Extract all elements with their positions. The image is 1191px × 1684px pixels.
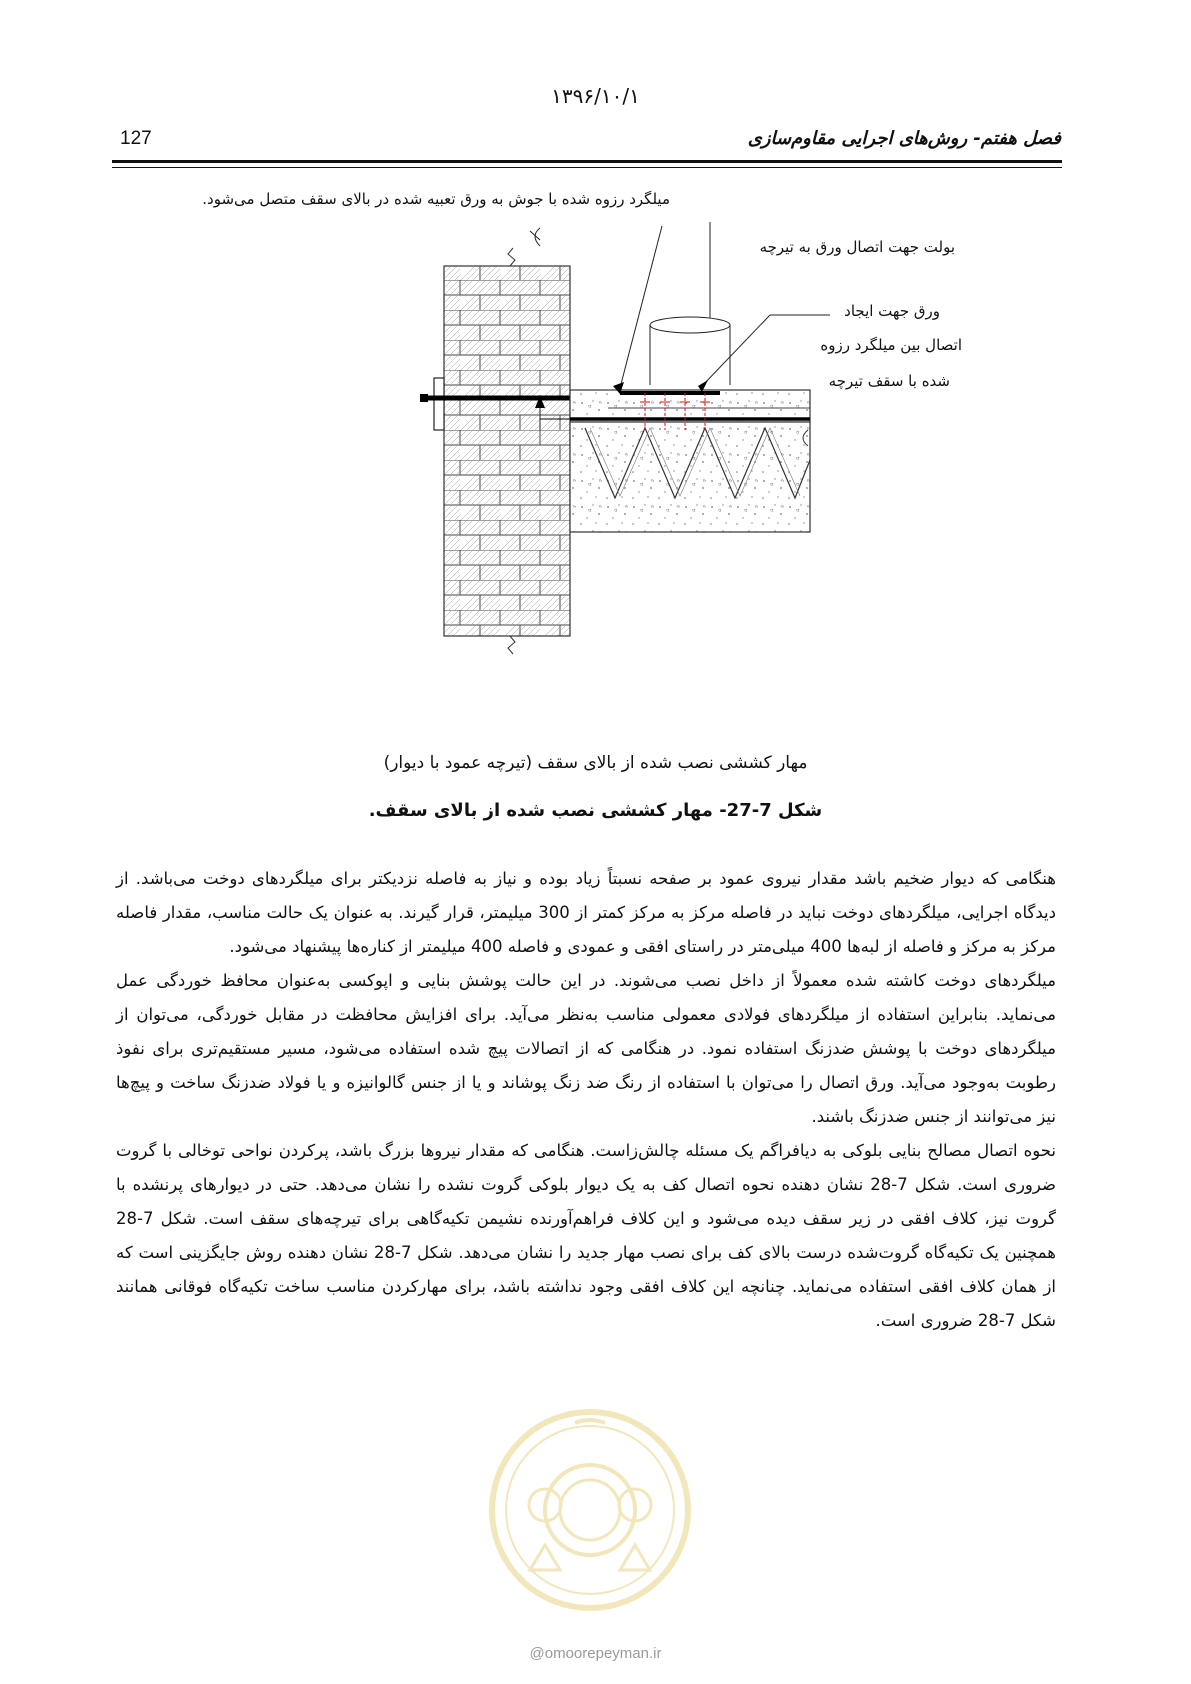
label-plate-line-1: ورق جهت ایجاد: [844, 302, 940, 320]
watermark-seal-svg: [485, 1405, 695, 1615]
masonry-wall: [444, 248, 570, 654]
document-date: ۱۳۹۶/۱۰/۱: [551, 84, 640, 108]
slab: [570, 390, 810, 532]
detail-drawing: [202, 190, 1040, 710]
paragraph-2: میلگردهای دوخت کاشته شده معمولاً از داخل نصب می‌شوند. در این حالت پوشش بنایی و اپوکسی به‌عنوان محافظ خوردگی عمل می‌نماید. بنابراین استفاده از میلگردهای فولادی معمولی مناسب به‌نظر می‌آید. برای افزایش محافظت در مقابل خوردگی، می‌توان از میلگردهای دوخت با پوشش ضدزنگ استفاده نمود. در هنگامی که از اتصالات پیچ شده استفاده می‌شود، مسیر مستقیم‌تری برای نفوذ رطوبت به‌وجود می‌آید. ورق اتصال را می‌توان با استفاده از رنگ ضد زنگ پوشاند و یا از جنس گالوانیزه و یا فولاد ضدزنگ ساخت و پیچ‌ها نیز می‌توانند از جنس ضدزنگ باشند.: [116, 971, 1056, 1126]
figure-title: شکل 7-27- مهار کششی نصب شده از بالای سقف.: [368, 800, 823, 821]
page-number: 127: [120, 128, 152, 149]
label-plate-line-3: شده با سقف تیرچه: [828, 372, 950, 390]
body-text: [116, 862, 1056, 1338]
detail-drawing-svg: [240, 190, 1040, 710]
paragraph-3: نحوه اتصال مصالح بنایی بلوکی به دیافراگم یک مسئله چالش‌زاست. هنگامی که مقدار نیروها بزرگ باشد، پرکردن نواحی توخالی با گروت ضروری است. شکل 7-28 نشان دهنده نحوه اتصال کف به یک دیوار بلوکی گروت نشده را نشان می‌دهد. حتی در دیوارهای پرنشده با گروت نیز، کلاف افقی در زیر سقف دیده می‌شود و این کلاف فراهم‌آورنده نشیمن تکیه‌گاهی برای تیرچه‌های سقف است. شکل 7-28 همچنین یک تکیه‌گاه گروت‌شده درست بالای کف برای نصب مهار جدید را نشان می‌دهد. شکل 7-28 نشان دهنده روش جایگزینی است که از همان کلاف افقی استفاده می‌نماید. چنانچه این کلاف افقی وجود نداشته باشد، برای مهارکردن مناسب ساخت تکیه‌گاه فوقانی همانند شکل 7-28 ضروری است.: [116, 1141, 1056, 1330]
header-rule-thick: [112, 160, 1062, 163]
label-plate-line-2: اتصال بین میلگرد رزوه: [820, 336, 962, 354]
watermark-seal: [485, 1405, 695, 1615]
watermark-website: @omoorepeyman.ir: [529, 1645, 662, 1662]
label-threaded-rod: میلگرد رزوه شده با جوش به ورق تعبیه شده در بالای سقف متصل می‌شود.: [202, 190, 670, 208]
paragraph-1: هنگامی که دیوار ضخیم باشد مقدار نیروی عمود بر صفحه نسبتاً زیاد بوده و نیاز به فاصله نزدیکتر برای میلگردهای دوخت می‌باشد. از دیدگاه اجرایی، میلگردهای دوخت نباید در فاصله مرکز به مرکز کمتر از 300 میلیمتر، قرار گیرند. به عنوان یک حالت مناسب، مقدار فاصله مرکز به مرکز و فاصله از لبه‌ها 400 میلی‌متر در راستای افقی و عمودی و فاصله 400 میلیمتر از کناره‌ها پیشنهاد می‌شود.: [116, 869, 1056, 956]
header-rule-thin: [112, 167, 1062, 168]
figure-caption: مهار کششی نصب شده از بالای سقف (تیرچه عمود با دیوار): [383, 753, 808, 773]
label-bolt: بولت جهت اتصال ورق به تیرچه: [759, 238, 955, 256]
chapter-title: فصل هفتم- روش‌های اجرایی مقاوم‌سازی: [747, 128, 1061, 149]
